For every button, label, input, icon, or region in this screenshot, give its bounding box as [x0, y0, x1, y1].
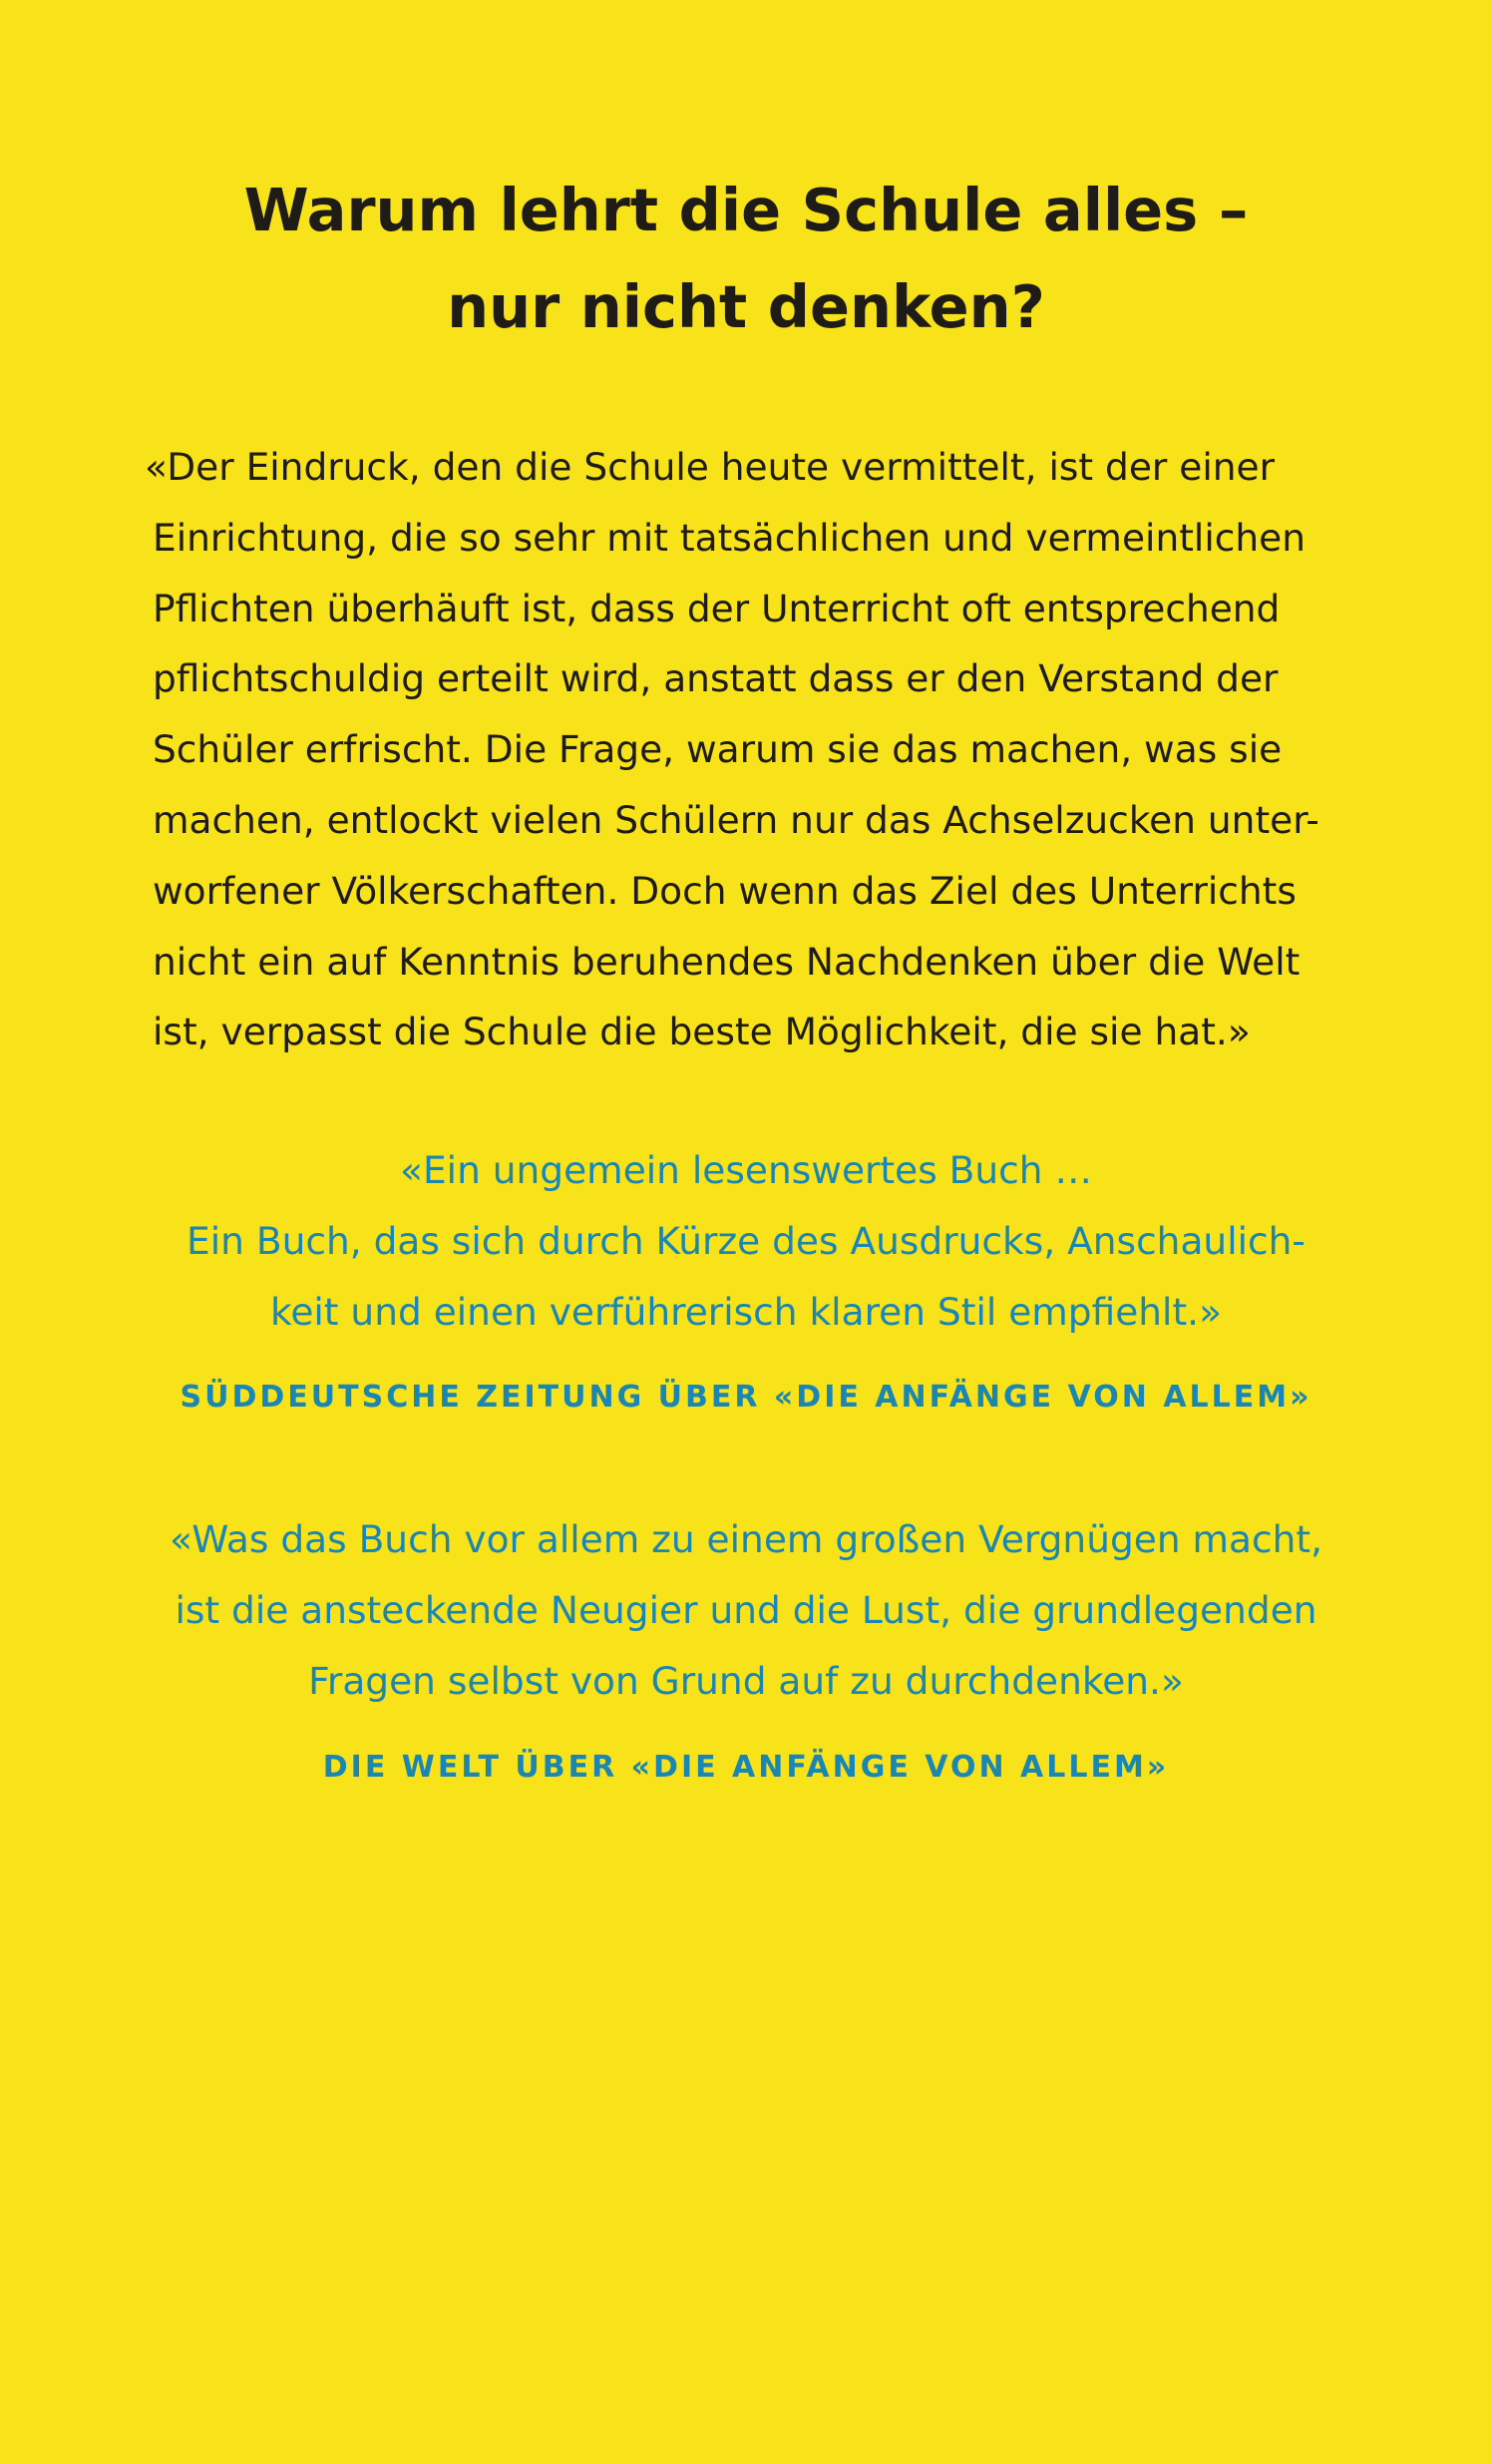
review-quote-line: keit und einen verführerisch klaren Stil empfiehlt.» — [269, 1289, 1223, 1334]
headline-line-1: Warum lehrt die Schule alles – — [243, 176, 1249, 244]
excerpt-line: Einrichtung, die so sehr mit tatsächlichen und vermeintlichen — [153, 515, 1306, 560]
excerpt-line: ist, verpasst die Schule die beste Möglichkeit, die sie hat.» — [153, 1010, 1251, 1054]
review-quote-line: Ein Buch, das sich durch Kürze des Ausdrucks, Anschaulich- — [186, 1218, 1306, 1263]
excerpt-line: worfener Völkerschaften. Doch wenn das Ziel des Unterrichts — [153, 868, 1297, 913]
excerpt-line: machen, entlockt vielen Schülern nur das Achselzucken unter- — [153, 797, 1319, 842]
review-quote-2 — [0, 1504, 1492, 1716]
review-quote-line: ist die ansteckende Neugier und die Lust, die grundlegenden — [175, 1587, 1317, 1632]
headline — [0, 162, 1492, 355]
review-quote-line: Fragen selbst von Grund auf zu durchdenken.» — [308, 1658, 1184, 1703]
excerpt-line: nicht ein auf Kenntnis beruhendes Nachdenken über die Welt — [153, 939, 1301, 984]
review-quote-line: «Was das Buch vor allem zu einem großen Vergnügen macht, — [169, 1517, 1323, 1561]
review-quote-line: «Ein ungemein lesenswertes Buch … — [400, 1148, 1092, 1192]
excerpt-line: Pflichten überhäuft ist, dass der Unterricht oft entsprechend — [153, 586, 1281, 630]
excerpt-line: «Der Eindruck, den die Schule heute vermittelt, ist der einer — [145, 445, 1276, 489]
headline-line-2: nur nicht denken? — [447, 272, 1045, 341]
review-source-2: DIE WELT ÜBER «DIE ANFÄNGE VON ALLEM» — [322, 1750, 1170, 1785]
excerpt-line: pflichtschuldig erteilt wird, anstatt dass er den Verstand der — [153, 656, 1279, 701]
review-quote-1 — [0, 1135, 1492, 1347]
book-excerpt — [145, 432, 1371, 1067]
review-source-1: SÜDDEUTSCHE ZEITUNG ÜBER «DIE ANFÄNGE VON ALLEM» — [180, 1380, 1312, 1415]
excerpt-line: Schüler erfrischt. Die Frage, warum sie das machen, was sie — [153, 727, 1283, 772]
